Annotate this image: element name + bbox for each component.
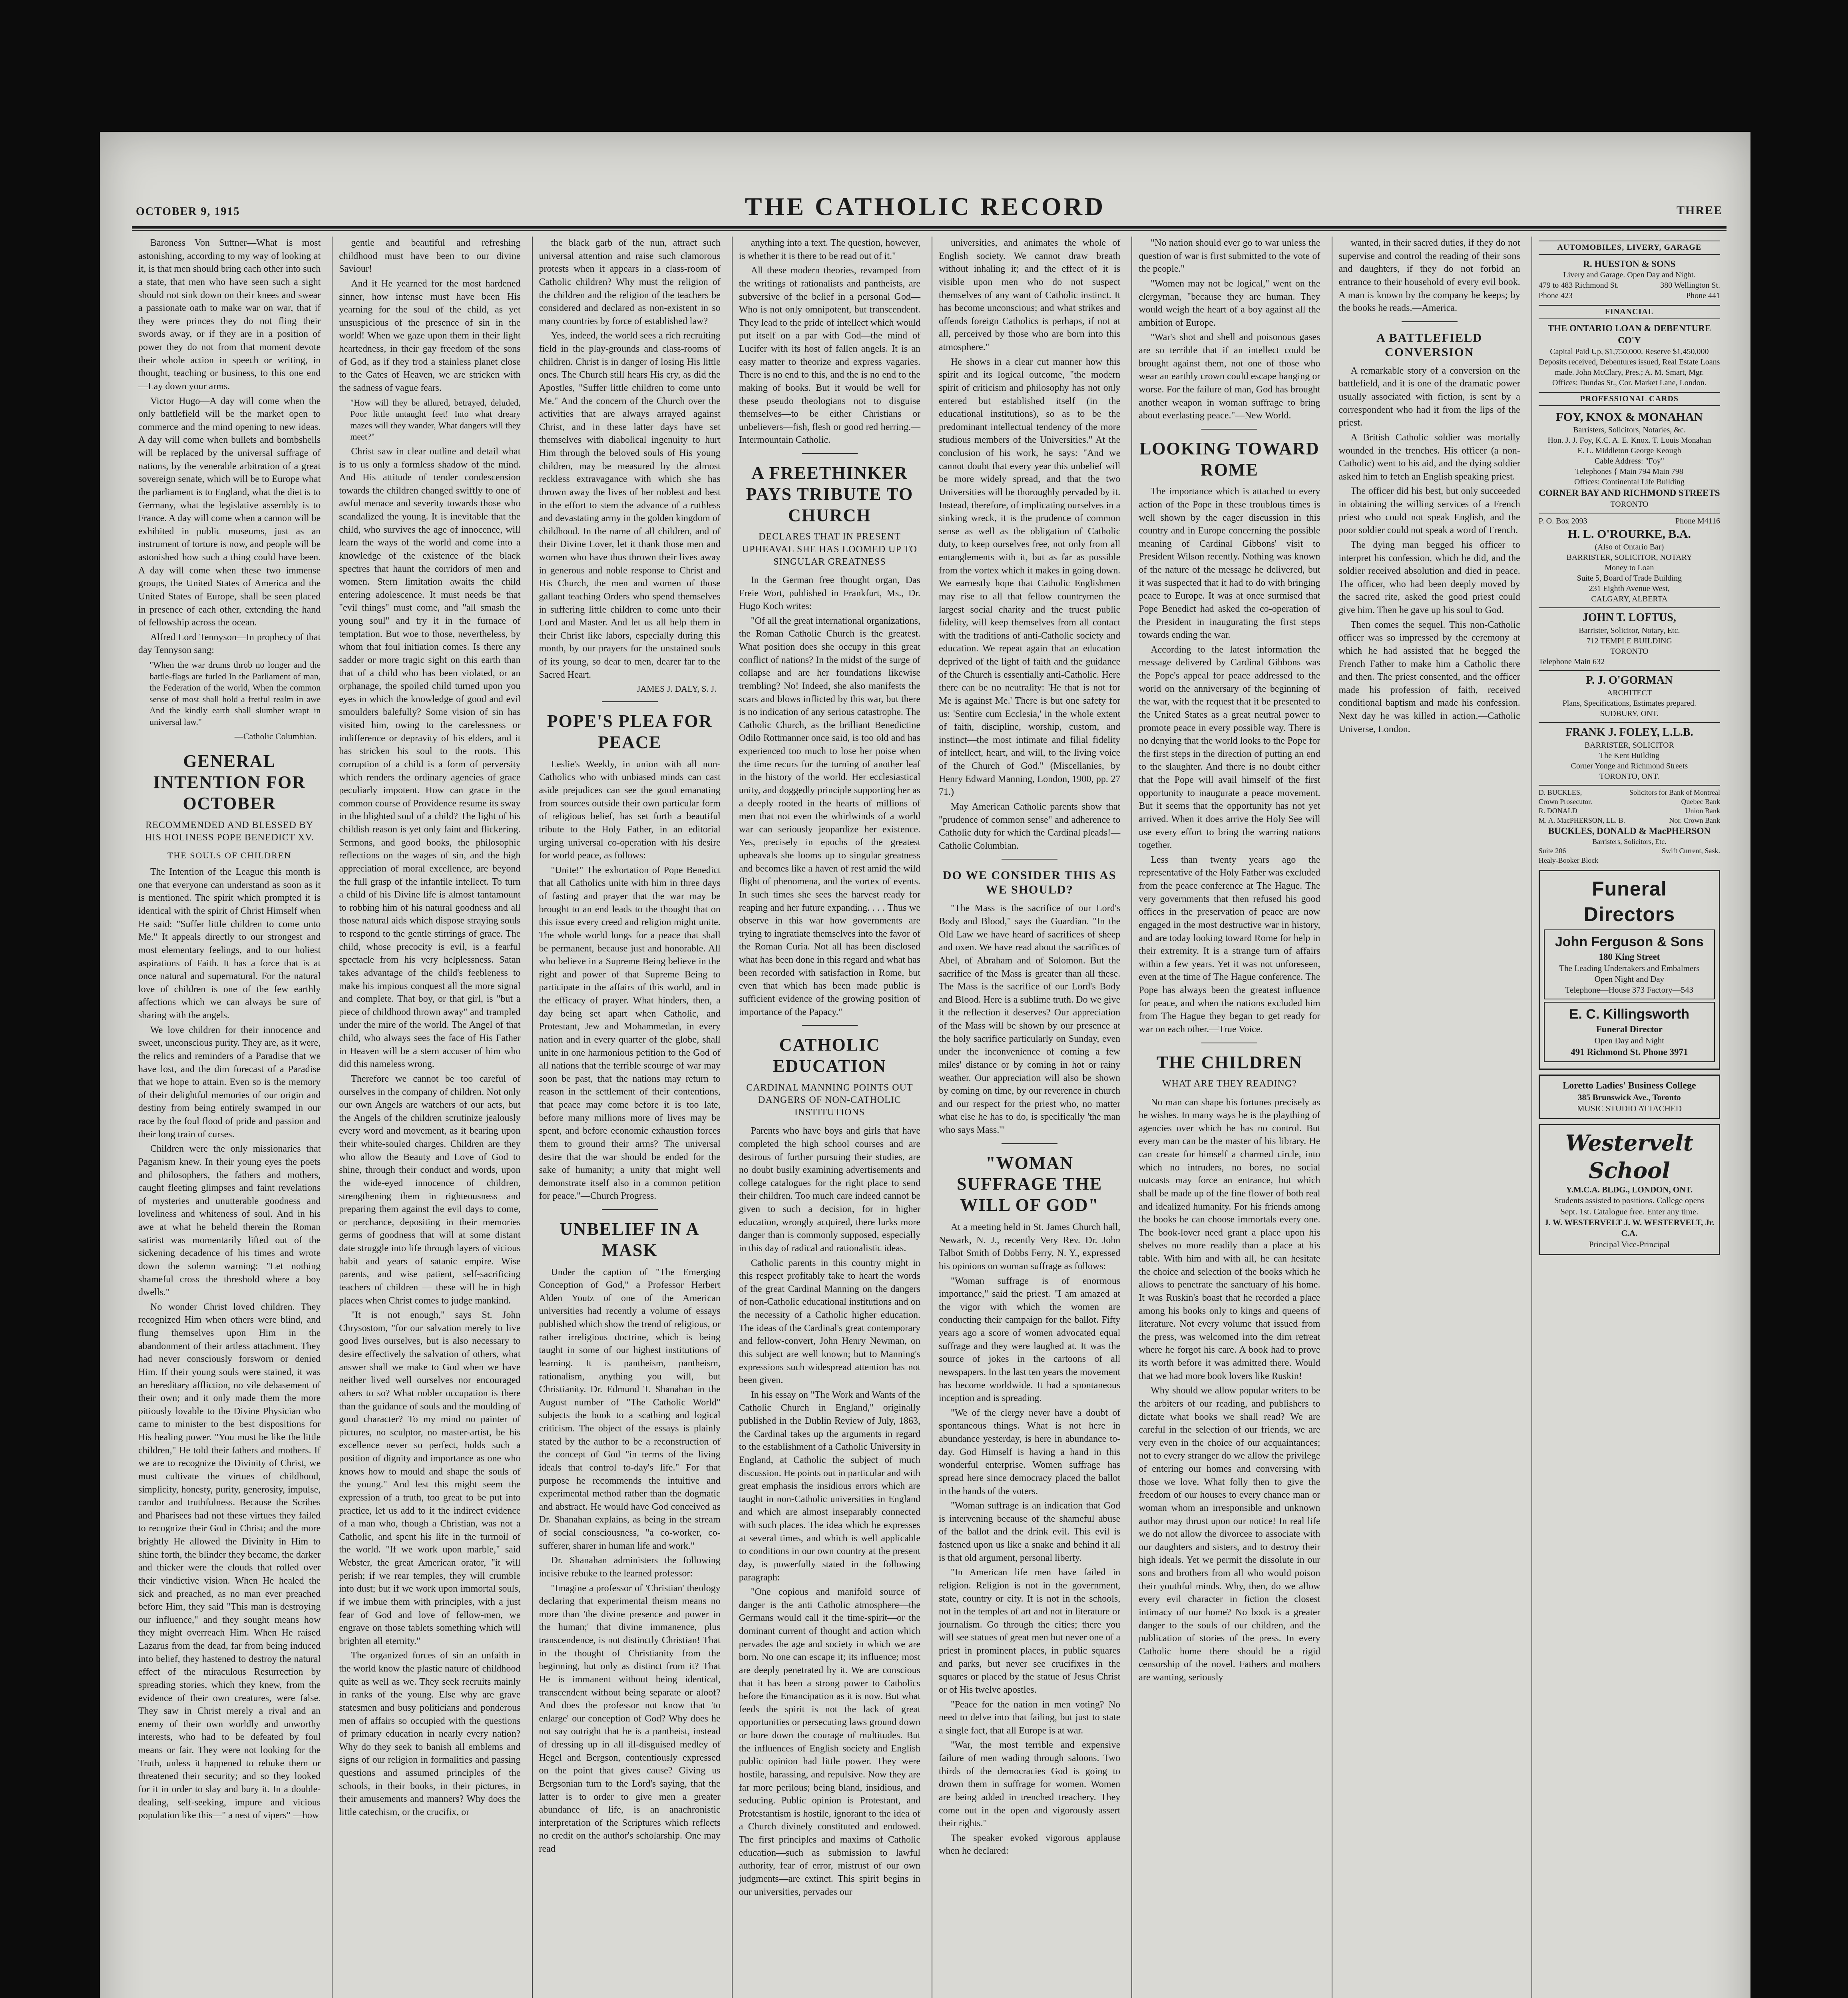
paragraph: The speaker evoked vigorous applause when he declared:: [939, 1833, 1121, 1857]
business-name: BUCKLES, DONALD & MacPHERSON: [1548, 826, 1711, 836]
paragraph: "One copious and manifold source of danger is the anti Catholic atmosphere—the Germans would call it the time-spirit—or the dominant current of thought and action which pervades the age and society in which we are born. No one can escape it; its influence; most are deeply penetrated by it. We are conscious that it has been a strong power to Catholics before the Emancipation as it is now. But what feeds the spirit is not the lack of great opportunities or persecuting laws ground down or bore down the courage of multitudes. But the influences of English society and English public opinion had little power. They were hostile, harassing, and repulsive. Now they are far more perilous; being bland, insidious, and seducing. Public opinion is Protestant, and Protestantism is hostile, ignorant to the idea of a Church divinely constituted and endowed. The first principles and maxims of Catholic education—such as submission to lawful authority, fear of error, mistrust of our own judgments—are extinct. This spirit begins in our universities, pervades our: [739, 1587, 920, 1897]
article-headline: POPE'S PLEA FOR PEACE: [547, 711, 713, 752]
paragraph: "War, the most terrible and expensive failure of men wading through saloons. Two thirds of the democracies God is going to drown them in suffrage for women. Women are being added in trenched treachery. They come out in the open and vigorously assert their rights.": [939, 1740, 1121, 1829]
paragraph: Yes, indeed, the world sees a rich recruiting field in the play-grounds and class-rooms of children. Christ is in danger of losing His little ones. The Church still hears His cry, as did the Apostles, "Suffer little children to come unto Me." And the concern of the Church over the activities that are always arrayed against Christ, and in these latter days have set themselves with diabolical ingenuity to hurt Him through the beloved souls of His young children, may be measured by the almost reckless extravagance with which she has thrown away the lives of her noblest and best in the effort to stem the advance of a ruthless and devastating army in the golden kingdom of childhood. In the name of all children, and of their Divine Lover, let it thank those men and women who have thus thrown their lives away in generous and noble response to Christ and His Church, the men and women of those gallant teaching Orders who spend themselves in suffering little children to come unto their Lord and Master. And let us all help them in their Christ like labors, especially during this month, by our prayers for the unstained souls of its young, so dear to men, dearer far to the Sacred Heart.: [539, 330, 721, 680]
paragraph: The importance which is attached to every action of the Pope in these troublous times is well shown by the eager discussion in this country and in Europe concerning the possible meaning of Cardinal Gibbons' visit to President Wilson recently. Nothing was known of the nature of the message he delivered, but it was suspected that it had to do with bringing peace to Europe. It was at once surmised that Pope Benedict had asked the co-operation of the President in inaugurating the first steps towards ending the war.: [1139, 486, 1320, 641]
article-headline: THE CHILDREN: [1156, 1052, 1302, 1072]
article-headline: UNBELIEF IN A MASK: [560, 1219, 700, 1260]
paragraph: We love children for their innocence and sweet, unconscious purity. They are, as it were, the relics and reminders of a Paradise that we have lost, and the dim forecast of a Paradise that we hope to attain. Even so is the memory of their delightful memories of our origin and destiny from being entirely swamped in our race by the foul flood of pride and passion and their long train of curses.: [138, 1025, 321, 1140]
card-line: Barristers, Solicitors, Notaries, &c.: [1573, 426, 1686, 435]
column-6: [1131, 237, 1326, 1998]
article-headline: "WOMAN SUFFRAGE THE WILL OF GOD": [957, 1153, 1103, 1215]
ad-line: MUSIC STUDIO ATTACHED: [1577, 1103, 1682, 1113]
ad-line: 385 Brunswick Ave., Toronto: [1578, 1093, 1681, 1102]
paragraph: Then comes the sequel. This non-Catholic officer was so impressed by the ceremony at which he had assisted that he begged the French Father to make him a Catholic there and then. The priest consented, and the officer made his profession of faith, received conditional baptism and made his confession. Next day he was killed in action.—Catholic Universe, London.: [1338, 619, 1520, 734]
divider: [802, 1025, 858, 1026]
card-row: [1539, 280, 1720, 291]
paragraph: And it He yearned for the most hardened sinner, how intense must have been His yearning for the soul of the child, as yet unsuspicious of the presence of sin in the world! When we gaze upon them in their light heartedness, in their gay freedom of the sons of God, as if they trod a stainless planet close to the Gates of Heaven, we are stricken with the sadness of vague fears.: [339, 278, 521, 393]
ad-line: Funeral Director: [1596, 1024, 1663, 1034]
business-name: R. HUESTON & SONS: [1583, 259, 1676, 269]
divider: [1402, 321, 1458, 322]
card-line: 231 Eighth Avenue West,: [1589, 584, 1670, 593]
paragraph: Dr. Shanahan administers the following incisive rebuke to the learned professor:: [539, 1555, 721, 1579]
ad-line: Y.M.C.A. BLDG., LONDON, ONT.: [1566, 1185, 1693, 1195]
business-name: H. L. O'ROURKE, B.A.: [1567, 527, 1691, 541]
card-line: Deposits received, Debentures issued, Real Estate Loans made. John McClary, Pres.; A. M. Smart, Mgr.: [1539, 357, 1720, 377]
column-7: [1332, 237, 1527, 1998]
card-line: Barristers, Solicitors, Etc.: [1592, 837, 1667, 846]
paragraph: "In American life men have failed in religion. Religion is not in the government, state, country or city. It is not in the schools, not in the temples of art and not in literature or journalism. Go through the cities; there you will see statues of great men but never one of a priest in prominent places, in public squares and parks, but never see crucifixes in the squares or placed by the statue of Jesus Christ or of His twelve apostles.: [939, 1567, 1121, 1695]
article-subhead: DECLARES THAT IN PRESENT UPHEAVAL SHE HAS LOOMED UP TO SINGULAR GREATNESS: [742, 531, 917, 567]
article-headline: LOOKING TOWARD ROME: [1139, 438, 1320, 480]
paragraph: "War's shot and shell and poisonous gases are so terrible that if an intellect could be brought against them, not one of those who wear an earthly crown could escape hanging or worse. For the failure of man, God has brought another weapon in woman suffrage to bring about everlasting peace."—New World.: [1139, 332, 1320, 421]
paragraph: "Imagine a professor of 'Christian' theology declaring that experimental theism means no more than 'the divine presence and power in the human;' that divine immanence, plus transcendence, is not distinctly Christian! That in the thought of Christianity from the beginning, but only as distinct from it? That He is immanent without being identical, transcendent without being separate or aloof? And does the professor not know that 'to enlarge' our conception of God? Why does he not say outright that he is a pantheist, instead of dressing up in all ill-disguised medley of Hegel and Bergson, contentiously expressed on the point that gives cause? Giving us Bergsonian turn to the Lord's saying, that the latter is to order to give men a greater abundance of life, is an anachronistic interpretation of the Scriptures which reflects no credit on the author's scholarship. One may read: [539, 1583, 721, 1855]
paragraph: The Intention of the League this month is one that everyone can understand as soon as it is mentioned. The spirit which prompted it is identical with the spirit of Christ Himself when He said: "Suffer little children to come unto Me." It appeals directly to our strongest and most elementary feelings, and to our holiest aspirations of Faith. It has a force that is at once natural and supernatural. For the natural love of children is one of the few earthly affections which we can always be sure of sharing with the angels.: [138, 867, 321, 1021]
paragraph: "Woman suffrage is an indication that God is intervening because of the shameful abuse of the ballot and the drink evil. This evil is fastened upon us like a snake and behind it all is that old argument, personal liberty.: [939, 1500, 1121, 1563]
paragraph: Less than twenty years ago the representative of the Holy Father was excluded from the peace conference at The Hague. The very governments that then refused his good offices in the preservation of peace are now engaged in the most destructive war in history, and are today looking toward Rome for help in their extremity. It is a strange turn of affairs within a few years. Yet it was not unforeseen, even at the time of The Hague conference. The Pope has always been the greatest influence for peace, and when the nations excluded him from The Hague they began to get ready for war on each other.—True Voice.: [1139, 854, 1320, 1035]
card-line: Phone 441: [1686, 291, 1720, 300]
ad-line: The Leading Undertakers and Embalmers: [1559, 963, 1700, 973]
business-name: FOY, KNOX & MONAHAN: [1556, 410, 1703, 424]
business-name: P. J. O'GORMAN: [1586, 674, 1673, 687]
card-line: 380 Wellington St.: [1660, 281, 1720, 290]
business-name: JOHN T. LOFTUS,: [1582, 611, 1676, 624]
business-name: FRANK J. FOLEY, L.L.B.: [1565, 726, 1693, 739]
card-line: BARRISTER, SOLICITOR: [1584, 740, 1674, 750]
card-row: [1539, 816, 1720, 825]
ad-line: 491 Richmond St. Phone 3971: [1571, 1047, 1688, 1057]
card-line: Suite 5, Board of Trade Building: [1577, 574, 1682, 583]
paragraph: A British Catholic soldier was mortally wounded in the trenches. His officer (a non-Catholic) went to his aid, and the dying soldier asked him to fetch an English speaking priest.: [1338, 432, 1520, 482]
column-2: [332, 237, 527, 1998]
section-label: THE SOULS OF CHILDREN: [167, 850, 292, 861]
paragraph: According to the latest information the message delivered by Cardinal Gibbons was the Pope's appeal for peace addressed to the world on the anniversary of the beginning of the war, with the request that it be presented to the United States as a great neutral power to promote peace in every possible way. There is no denying that the world looks to the Pope for the first steps in the direction of putting an end to the slaughter. And there is no doubt either that the Pope will avail himself of the first opportunity to inaugurate a peace movement. But it seems that the opportunity has not yet arrived. When it does arrive the Holy See will use every effort to bring the warring nations together.: [1139, 644, 1320, 851]
directory-heading: PROFESSIONAL CARDS: [1539, 392, 1720, 406]
card-line: (Also of Ontario Bar): [1595, 543, 1664, 552]
card-line: TORONTO, ONT.: [1599, 772, 1659, 781]
card-line: Telephones { Main 794 Main 798: [1575, 467, 1683, 476]
article-headline: GENERAL INTENTION FOR OCTOBER: [153, 751, 306, 814]
divider: [602, 701, 658, 702]
article-subhead: CARDINAL MANNING POINTS OUT DANGERS OF NON-CATHOLIC INSTITUTIONS: [746, 1082, 913, 1118]
card-line: Offices: Continental Life Building: [1574, 478, 1685, 487]
paragraph: "Peace for the nation in men voting? No need to delve into that failing, but just to state a single fact, that all Europe is at war.: [939, 1699, 1121, 1736]
card-row: [1539, 788, 1720, 797]
paragraph: The officer did his best, but only succeeded in obtaining the willing services of a French priest who could not speak English, and the poor soldier could not speak a word of French.: [1338, 486, 1520, 536]
paragraph: "Woman suffrage is of enormous importance," said the priest. "I am amazed at the vigor with which the women are conducting their campaign for the ballot. Fifty years ago a score of women advocated equal suffrage and they were laughed at. It was the source of jokes in the cartoons of all newspapers. In the last ten years the movement has become worldwide. It had a spontaneous inception and is spreading.: [939, 1276, 1121, 1404]
card-line: Livery and Garage. Open Day and Night.: [1563, 271, 1696, 280]
card-line: M. A. MacPHERSON, LL. B.: [1538, 816, 1625, 824]
paragraph: "Unite!" The exhortation of Pope Benedict that all Catholics unite with him in three days of fasting and prayer that the war may be brought to an end leads to the thought that on this issue every creed and religion might unite. The whole world longs for a peace that shall be permanent, because just and honorable. All who believe in a Supreme Being believe in the right and power of that Supreme Being to participate in the affairs of this world, and in the efficacy of prayer. What hinders, then, a day being set apart when Catholic, and Protestant, Jew and Mohammedan, in every nation and in every quarter of the globe, shall unite in one harmonious petition to the God of all nations that the terrible scourge of war may soon be past, that the nations may return to reason in the settlement of their contentions, that peace may come before it is too late, before many millions more of lives may be spent, and before economic exhaustion forces them to ground their arms? The universal desire that the war should be ended for the sake of humanity; a unity that might well demonstrate itself also in a common petition for peace."—Church Progress.: [539, 865, 721, 1202]
column-3: [532, 237, 727, 1998]
card-line: TORONTO: [1610, 647, 1649, 656]
paragraph: Leslie's Weekly, in union with all non-Catholics who with unbiased minds can cast aside prejudices can see the good emanating from sources outside their own particular form of religious belief, has set forth a beautiful tribute to the Holy Father, in an editorial urging universal co-operation with his desire for world peace, as follows:: [539, 759, 721, 861]
card-line: Money to Loan: [1605, 563, 1654, 573]
poem-quote: "When the war drums throb no longer and the battle-flags are furled In the Parliament of man, the Federation of the world, When the common sense of most shall hold a fretful realm in awe And the kindly earth shall slumber wrapt in universal law.": [149, 660, 321, 727]
card-line: Suite 206: [1538, 847, 1566, 855]
source-credit: —Catholic Columbian.: [234, 731, 317, 741]
paragraph: "Women may not be logical," went on the clergyman, "because they are human. They would weigh the heart of a boy against all the ambition of Europe.: [1139, 278, 1320, 328]
paragraph: "We of the clergy never have a doubt of spontaneous things. What is not here in abundance yesterday, is here in abundance to-day. God Himself is having a hand in this wonderful enterprise. Women suffrage has spread here since democracy placed the ballot in the hands of the voters.: [939, 1407, 1121, 1497]
paragraph: Under the caption of "The Emerging Conception of God," a Professor Herbert Alden Youtz of one of the American universities had recently a volume of essays published which show the trend of religious, or rather irreligious doctrine, which is being taught in some of our highest institutions of learning. It is pantheism, pantheism, rationalism, anything you will, but Christianity. Dr. Edmund T. Shanahan in the August number of "The Catholic World" subjects the book to a scathing and logical criticism. The object of the essays is plainly stated by the author to be a reconstruction of the concept of God "in terms of the living ideals that control to-day's life." For that purpose he recommends the intuitive and experimental method rather than the dogmatic and abstract. He would have God conceived as Dr. Shanahan explains, as being in the stream of social consciousness, "a co-worker, co-sufferer, sharer in human life and work.": [539, 1267, 721, 1551]
newspaper-page: [100, 132, 1750, 1998]
card-line: SUDBURY, ONT.: [1600, 709, 1659, 718]
paragraph: Therefore we cannot be too careful of ourselves in the company of children. Not only our own Angels are watchers of our acts, but the Angels of the children scrutinize jealously every word and movement, as it bearing upon their white-souled charges. Children are they who allow the Beauty and Love of God to shine, through their conduct and words, upon the wide-eyed innocence of children, strengthening them in righteousness and preparing them against the evil days to come, or perchance, depositing in their memories germs of goodness that will at some distant date struggle into life through layers of vicious habit and years of satanic empire. Wise parents, and wise patient, self-sacrificing teachers of children — these will be in high places when Christ comes to judge mankind.: [339, 1073, 521, 1306]
page-number: THREE: [1676, 204, 1723, 217]
paragraph: "The Mass is the sacrifice of our Lord's Body and Blood," says the Guardian. "In the Old Law we have heard of sacrifices of sheep and oxen. We have read about the sacrifices of Abel, of Abraham and of Solomon. But the sacrifice of the Mass is greater than all these. The Mass is the sacrifice of our Lord's Body and Blood. Here is a sublime truth. Do we give it the reflection it deserves? Our appreciation of the Mass will be shown by our presence at the holy sacrifice particularly on Sunday, even under the inconvenience of coming a few miles' distance or by coming in hot or rainy weather. Our appreciation will also be shown by coming on time, by our reverence in church and our respect for the priest who, no matter what else he has to do, is specifically 'the man who says Mass.'": [939, 903, 1121, 1135]
business-card: [1539, 513, 1720, 604]
poem-quote: "How will they be allured, betrayed, deluded, Poor little untaught feet! Into what dreary mazes will they wander, What dangers will they meet?": [350, 397, 521, 442]
paragraph: He shows in a clear cut manner how this spirit and its logical outcome, "the modern spirit of criticism and philosophy has not only entered but established itself (in the educational institutions), so as to be the predominant intellectual tendency of the more studious members of the Universities." At the conclusion of his work, he says: "And we cannot doubt that every year this unbelief will be more widely spread, and that the two Universities will be thoroughly pervaded by it. Instead, therefore, of implicating ourselves in a sinking wreck, it is the prudence of common sense as well as the obligation of Catholic duty, to keep ourselves free, not only from all entanglements with it, but as far as possible from the vortex which it makes in going down. We earnestly hope that Catholic Englishmen may rise to all that fellow countrymen the largest social charity and the truest public fidelity, will keep themselves from all contact with the traditions of anti-Catholic society and education. We repeat again that an education deprived of the light of faith and the guidance of the Church is essentially anti-Catholic. Here there can be no neutrality: 'He that is not for Me is against Me.' There is but one safety for us: 'Sentire cum Ecclesia,' in the whole extent of faith, discipline, worship, custom, and instinct—the most intimate and filial fidelity of intellect, heart, and will, to the living voice of the Church of God." (Miscellanies, by Henry Edward Manning, London, 1900, pp. 27 71.): [939, 356, 1121, 798]
funeral-directors-ad: [1539, 870, 1720, 1070]
business-card: [1539, 785, 1720, 866]
paragraph: Baroness Von Suttner—What is most astonishing, according to my way of looking at it, is that men should bring each other into such a state, that men who have seen such a sight should not sink down on their knees and swear a passionate oath to make war on war, that if they were princes they do not fling their swords away, or if they are in a position of power they do not from that moment devote their whole action in speech or writing, in thought, teaching or business, to this one end—Lay down your arms.: [138, 238, 321, 392]
card-line: 479 to 483 Richmond St.: [1538, 281, 1619, 290]
column-5: [932, 237, 1127, 1998]
paragraph: Victor Hugo—A day will come when the only battlefield will be the market open to commerce and the mind opening to new ideas. A day will come when bullets and bombshells will be replaced by the universal suffrage of nations, by the venerable arbitration of a great sovereign senate, which will be to Europe what the parliament is to England, what the diet is to Germany, what the legislative assembly is to France. A day will come when a cannon will be exhibited in public museums, just as an instrument of torture is now, and people will be astonished how such a thing could have been. A day will come when these two immense groups, the United States of America and the United States of Europe, shall be seen placed in presence of each other, extending the hand of fellowship across the ocean.: [138, 396, 321, 628]
paragraph: In the German free thought organ, Das Freie Wort, published in Frankfurt, Ms., Dr. Hugo Koch writes:: [739, 575, 920, 612]
business-card: [1539, 670, 1720, 719]
divider: [602, 1209, 658, 1210]
ad-panel: [1544, 929, 1715, 999]
issue-date: OCTOBER 9, 1915: [136, 205, 240, 218]
business-card: [1539, 607, 1720, 667]
card-line: Telephone Main 632: [1538, 657, 1605, 666]
masthead: [100, 192, 1750, 224]
card-line: CALGARY, ALBERTA: [1591, 595, 1668, 604]
paragraph: wanted, in their sacred duties, if they do not supervise and control the reading of their sons and daughters, if they do not forbid an entrance to their household of every evil book. A man is known by the company he keeps; by the books he reads.—America.: [1338, 238, 1520, 314]
article-subhead: WHAT ARE THEY READING?: [1162, 1079, 1297, 1089]
card-line: Nor. Crown Bank: [1669, 816, 1720, 824]
ad-line: J. W. WESTERVELT J. W. WESTERVELT, Jr. C.A.: [1544, 1217, 1715, 1238]
card-line: Crown Prosecutor.: [1538, 797, 1592, 806]
author-signature: JAMES J. DALY, S. J.: [637, 684, 717, 694]
card-row: [1539, 516, 1720, 526]
card-line: Offices: Dundas St., Cor. Market Lane, London.: [1552, 378, 1707, 387]
masthead-rule: [132, 226, 1727, 229]
columns: [132, 237, 1727, 1998]
ad-line: Open Night and Day: [1594, 974, 1665, 984]
ad-line: [1548, 951, 1711, 963]
ad-panel: [1544, 1002, 1715, 1062]
article-headline: CATHOLIC EDUCATION: [773, 1035, 886, 1076]
divider: [1201, 429, 1257, 430]
ad-title: Funeral Directors: [1583, 878, 1675, 926]
directory-heading: AUTOMOBILES, LIVERY, GARAGE: [1539, 241, 1720, 255]
article-subhead: RECOMMENDED AND BLESSED BY HIS HOLINESS POPE BENEDICT XV.: [145, 820, 314, 843]
card-line: Capital Paid Up, $1,750,000. Reserve $1,450,000: [1550, 347, 1709, 356]
card-line: Union Bank: [1685, 807, 1720, 815]
business-card: [1539, 409, 1720, 509]
masthead-rule-thin: [132, 230, 1727, 231]
article-headline: A BATTLEFIELD CONVERSION: [1376, 331, 1482, 359]
paragraph: Why should we allow popular writers to be the arbiters of our reading, and publishers to dictate what books we shall read? We are careful in the selection of our friends, we are very even in the choice of our acquaintances; not to every stranger do we allow the privilege of entering our homes and conversing with those we love. What folly then to give the freedom of our houses to every chance man or woman whom an irresponsible and unknown author may thrust upon our notice! In real life we do not allow the divorcee to associate with our daughters and sisters, and to destroy their high ideals. Yet we permit the dissolute in our sons and brothers from all who would poison their youthful minds. Why, then, do we allow every evil character in fiction the closest intimacy of our home? No book is a greater danger to the souls of our children, and the publication of stories of the press. In every Catholic home there should be a rigid censorship of the novel. Fathers and mothers are wanting, seriously: [1139, 1385, 1320, 1683]
paragraph: A remarkable story of a conversion on the battlefield, and it is one of the dramatic power usually associated with fiction, is sent by a correspondent who had it from the lips of the priest.: [1338, 365, 1520, 428]
card-line: P. O. Box 2093: [1538, 517, 1587, 526]
business-card: [1539, 322, 1720, 388]
column-1: [132, 237, 327, 1998]
card-line: Solicitors for Bank of Montreal: [1629, 788, 1720, 796]
paragraph: Children were the only missionaries that Paganism knew. In their young eyes the poets and philosophers, the fathers and mothers, caught fleeting glimpses and faint revelations of mysteries and unutterable goodness and loveliness and whiteness of soul. And in his awe at what he beheld therein the Roman satirist was momentarily lifted out of the sickening decadence of his times and wrote down the solemn warning: "Let nothing shameful cross the threshold where a boy dwells.": [138, 1144, 321, 1298]
paragraph: The organized forces of sin an unfaith in the world know the plastic nature of childhood quite as well as we. They seek recruits mainly in ranks of the young. Else why are grave statesmen and busy politicians and ponderous men of affairs so occupied with the questions of primary education in nearly every nation? Why do they seek to banish all emblems and signs of our religion in formalities and passing questions and assumed principles of the schools, in their books, in their pictures, in their amusements and manners? Why does the little catechism, or the crucifix, or: [339, 1650, 521, 1817]
card-line: TORONTO: [1610, 500, 1649, 509]
directory-heading: FINANCIAL: [1539, 305, 1720, 319]
paragraph: In his essay on "The Work and Wants of the Catholic Church in England," originally published in the Dublin Review of July, 1863, the Cardinal takes up the arguments in regard to the establishment of a Catholic University in England, at Catholic the subject of much discussion. He points out in particular and with great emphasis the insidious errors which are taught in non-Catholic universities in England and which are almost inseparably connected with such places. The idea which he expresses at several times, and which is well applicable to conditions in our own country at the present day, is powerfully stated in the following paragraph:: [739, 1389, 920, 1583]
paragraph: "Of all the great international organizations, the Roman Catholic Church is the greatest. What position does she occupy in this great conflict of nations? In the midst of the surge of collapse and are her foundations likewise trembling? No! Indeed, she also manifests the scars and blows inflicted by this war, but there is no indication of any serious catastrophe. The Catholic Church, as the brilliant Benedictine Odilo Rottmanner once said, is too old and has experienced too much to lose her poise when the time recurs for the turning of another leaf in the history of the world. Her ecclesiastical unity, and doggedly principle supporting her as a deeply rooted in the hearts of millions of men that not even the whirlwinds of a world war can seriously jeopardize her existence. Yes, precisely in epochs of the greatest upheavals she looms up to singular greatness and becomes like a haven of rest amid the wild flight of phenomena, and the vortex of events. In such times she sees the harvest ready for reaping and her future expanding. . . . Thus we observe in this war how governments are trying to ingratiate themselves into the favor of the Roman Curia. Not all has been disclosed what has been done in this regard and what has been recorded with satisfaction in Rome, but even that which has been made public is sufficient evidence of the growing position of importance of the Papacy.": [739, 615, 920, 1017]
column-8: [1531, 237, 1727, 1998]
ad-line: 180 King Street: [1599, 951, 1660, 962]
card-line: R. DONALD: [1538, 807, 1577, 815]
paragraph: "No nation should ever go to war unless the question of war is first submitted to the vote of the people.": [1139, 238, 1320, 275]
westervelt-school-ad: [1539, 1124, 1720, 1255]
card-line: Hon. J. J. Foy, K.C. A. E. Knox. T. Louis Monahan: [1547, 436, 1711, 445]
article-headline: A FREETHINKER PAYS TRIBUTE TO CHURCH: [746, 463, 914, 525]
card-line: Plans, Specifications, Estimates prepared.: [1562, 699, 1697, 708]
card-line: Quebec Bank: [1681, 797, 1720, 806]
ad-line: Telephone—House 373 Factory—543: [1565, 985, 1694, 995]
card-line: Phone 423: [1538, 291, 1573, 300]
paragraph: May American Catholic parents show that "prudence of common sense" and adherence to Catholic duty for which the Cardinal pleads!—Catholic Columbian.: [939, 801, 1121, 851]
paragraph: At a meeting held in St. James Church hall, Newark, N. J., recently Very Rev. Dr. John Talbot Smith of Dobbs Ferry, N. Y., expressed his opinions on woman suffrage as follows:: [939, 1222, 1121, 1272]
paragraph: All these modern theories, revamped from the writings of rationalists and pantheists, are subversive of the belief in a personal God—Who is not only omnipotent, but transcendent. They lead to the pride of intellect which would put itself on a par with God—the mind of Lucifer with its host of fallen angels. It is an easy matter to theorize and express vagaries. There is no end to this, and the is no end to the making of books. But it would be well for these pseudo theologians not to disguise themselves—to be either Christians or unbelievers—fish, flesh or good red herring.—Intermountain Catholic.: [739, 265, 920, 446]
card-line: ARCHITECT: [1607, 689, 1652, 698]
column-4: [732, 237, 927, 1998]
paragraph: Catholic parents in this country might in this respect profitably take to heart the words of the great Cardinal Manning on the dangers of non-Catholic educational institutions and on the necessity of a Catholic higher education. The ideas of the Cardinal's great contemporary and fellow-convert, John Henry Newman, on this subject are well known; but to Manning's expressions such widespread attention has not been given.: [739, 1258, 920, 1386]
ad-line: Open Day and Night: [1594, 1035, 1665, 1045]
card-line: CORNER BAY AND RICHMOND STREETS: [1539, 488, 1720, 498]
paragraph: gentle and beautiful and refreshing childhood must have been to our divine Saviour!: [339, 238, 521, 275]
paragraph: Christ saw in clear outline and detail what is to us only a formless shadow of the mind. And His attitude of tender condescension towards the children changed swiftly to one of awful menace and severity towards those who scandalized the young. It is inevitable that the child, who survives the age of innocence, will learn the ways of the world and come into a knowledge of the existence of the black spectres that haunt the corridors of men and women. Stern limitation awaits the child entering adolescence. It must needs be that "evil things" must come, and "all smash the young soul" and try it in the furnace of temptation. But woe to those, nevertheless, by whom that foul initiation comes. Is there any sadder or more tragic sight on this earth than that of a child who has been violated, or an orphanage, the spoiled child turned upon you eyes in which the knowledge of good and evil smoulders balefully? Some vision of sin has visited him, owing to the carelessness or indifference or depravity of his elders, and it has stricken his soul to the roots. This corruption of a child is a form of perversity which renders the ordinary agencies of grace peculiarly impotent. How can grace in the common course of Providence resume its sway in the blighted soul of a child? The light of his childish reason is yet only faint and flickering. Sermons, and good books, the philosophic reflections on the wages of sin, and the high appreciation of moral excellence, are beyond the full grasp of the infantile intellect. To turn a child of his Divine life is almost tantamount to robbing him of his natural goodness and all those natural aids which dispose straying souls to respond to the gentle stirrings of grace. The child, whose precocity is evil, is a fearful spectacle from his very helplessness. Satan takes advantage of the child's feebleness to make his impious conquest all the more signal and complete. That boy, or that girl, is "but a piece of childhood thrown away" and trampled under the mire of the world. The Angel of that child, who always sees the face of His Father in Heaven will be a stern accuser of him who did this nameless wrong.: [339, 446, 521, 1070]
card-row: [1539, 846, 1720, 856]
loretto-college-ad: [1539, 1075, 1720, 1119]
card-line: Healy-Booker Block: [1538, 856, 1599, 864]
ad-line: Sept. 1st. Catalogue free. Enter any time.: [1560, 1206, 1699, 1216]
card-line: Cable Address: "Foy": [1594, 457, 1664, 466]
card-row: [1539, 797, 1720, 806]
paragraph: Alfred Lord Tennyson—In prophecy of that day Tennyson sang:: [138, 632, 321, 656]
paragraph: universities, and animates the whole of English society. We cannot draw breath without inhaling it; and the effect of it is visible upon men who do not suspect themselves of any want of Catholic instinct. It has become unconscious; and what strikes and offends foreign Catholics is perhaps, if not at all, perceived by those who are born into this atmosphere.": [939, 238, 1121, 352]
paragraph: No wonder Christ loved children. They recognized Him when others were blind, and flung themselves upon Him in the abandonment of their artless attachment. They had never consciously forsworn or denied Him. If their young souls were stained, it was an hereditary affliction, no vile debasement of their own; and it only made them the more pitiously lovable to the Divine Physician who came to minister to the best dispositions for His healing power. "You must be like the little children," He told their fathers and mothers. If we are to recognize the Divinity of Christ, we must cultivate the virtues of childhood, simplicity, honesty, purity, generosity, impulse, candor and truthfulness. Because the Scribes and Pharisees had not these virtues they failed to recognize their God in Christ; and the more brightly He allowed the Divinity in Him to shine forth, the blinder they became, the darker and thicker were the clouds that rolled over their vindictive vision. When He healed the sick and preached, as no man ever preached before Him, they said "This man is destroying our influence," and they sought means how they might overreach Him. When He raised Lazarus from the dead, far from being induced into belief, they hastened to destroy the natural effect of the miraculous Resurrection by spreading stories, which they knew, from the evidence of their own creatures, were false. They saw in Christ merely a rival and an enemy of their own worldly and unworthy interests, who had to be defeated by foul means or fair. They were not looking for the Truth, unless it happened to rebuke them or threatened their security; and so they looked for it in order to slay and bury it. In a double-dealing, self-seeking, impure and vicious population like this—" a nest of vipers" —how: [138, 1301, 321, 1821]
card-line: Corner Yonge and Richmond Streets: [1571, 761, 1688, 770]
divider: [1002, 859, 1057, 860]
divider: [1002, 1143, 1057, 1144]
ad-line: Principal Vice-Principal: [1589, 1239, 1670, 1249]
ad-business-name: E. C. Killingsworth: [1569, 1007, 1690, 1022]
paragraph: "It is not enough," says St. John Chrysostom, "for our salvation merely to live good lives ourselves, but is also necessary to desire effectively the salvation of others, what answer shall we make to God when we have neither lived well ourselves nor encouraged others to so? What nobler occupation is there than the guidance of souls and the moulding of good character? To my mind no painter of pictures, no sculptor, no master-artist, be his excellence never so perfect, holds such a position of dignity and importance as one who knows how to mould and shape the souls of the young." And lest this might seem the expression of a truth, too great to be put into practice, let us add to it the indirect evidence of a man who, though a Christian, was not a Catholic, and spent his life in the turmoil of the world. "If we work upon marble," said Webster, the great American orator, "it will perish; if we rear temples, they will crumble into dust; but if we work upon immortal souls, if we imbue them with principles, with a just fear of God and love of fellow-men, we engrave on those tablets something which will brighten all eternity.": [339, 1310, 521, 1646]
paragraph: anything into a text. The question, however, is whether it is there to be read out of it.": [739, 238, 920, 261]
ad-business-name: John Ferguson & Sons: [1555, 934, 1704, 950]
paragraph: Parents who have boys and girls that have completed the high school courses and are desirous of further pursuing their studies, are no doubt busily examining advertisements and college catalogues for the right place to send their children. Too much care indeed cannot be given to such a decision, for in higher education, wrongly acquired, there lurks more danger than is commonly supposed, especially in this day of radical and rationalistic ideas.: [739, 1126, 920, 1254]
paragraph: The dying man begged his officer to interpret his confession, which he did, and the soldier received absolution and died in peace. The officer, who had been deeply moved by the sacred rite, asked the good priest could give him. Then he gave up his soul to God.: [1338, 539, 1520, 615]
ad-business-name: Westervelt School: [1565, 1130, 1693, 1183]
card-line: BARRISTER, SOLICITOR, NOTARY: [1566, 553, 1693, 562]
divider: [802, 453, 858, 454]
business-card: [1539, 258, 1720, 301]
card-line: Swift Current, Sask.: [1662, 847, 1720, 855]
ad-line: Loretto Ladies' Business College: [1563, 1081, 1696, 1091]
paragraph: the black garb of the nun, attract such universal attention and raise such clamorous protests when it appears in a class-room of Catholic children? Why must the religion of the children and the religion of the teachers be considered and declared as non-existent in so many countries by force of established law?: [539, 238, 721, 326]
business-card: [1539, 722, 1720, 781]
newspaper-title: THE CATHOLIC RECORD: [745, 192, 1106, 221]
business-name: THE ONTARIO LOAN & DEBENTURE CO'Y: [1547, 323, 1711, 345]
card-line: 712 TEMPLE BUILDING: [1586, 636, 1672, 645]
article-headline: DO WE CONSIDER THIS AS WE SHOULD?: [942, 869, 1117, 897]
card-line: Barrister, Solicitor, Notary, Etc.: [1579, 626, 1680, 635]
card-row: [1539, 806, 1720, 816]
ad-line: Students assisted to positions. College opens: [1554, 1196, 1705, 1206]
paragraph: No man can shape his fortunes precisely as he wishes. In many ways he is the plaything of agencies over which he has no control. But every man can be the master of his library. He can create for himself a charmed circle, into which no intruders, no bores, no social outcasts may force an entrance, but which shall be made up of the fine flower of both real and idealized humanity. For his friends among the books he can choose immortals every one. The book-lover need grant a place upon his shelves no more readily than a place at his table. With him and with all, he can hesitate the choice and selection of the books which he allows to penetrate the sanctuary of his home. It was Ruskin's boast that he recorded a place among his books only to kings and queens of literature. Not every volume that issued from the press, was welcomed into the dim retreat where he forgot his care. A book had to prove its worth before it was admitted there. Would that we had more book lovers like Ruskin!: [1139, 1097, 1320, 1381]
ad-line: [1548, 1046, 1711, 1058]
card-line: The Kent Building: [1599, 751, 1659, 760]
card-line: D. BUCKLES,: [1538, 788, 1582, 796]
ad-line: [1548, 1023, 1711, 1035]
card-line: E. L. Middleton George Keough: [1577, 446, 1681, 456]
card-line: Phone M4116: [1675, 517, 1720, 526]
card-row: [1539, 291, 1720, 301]
